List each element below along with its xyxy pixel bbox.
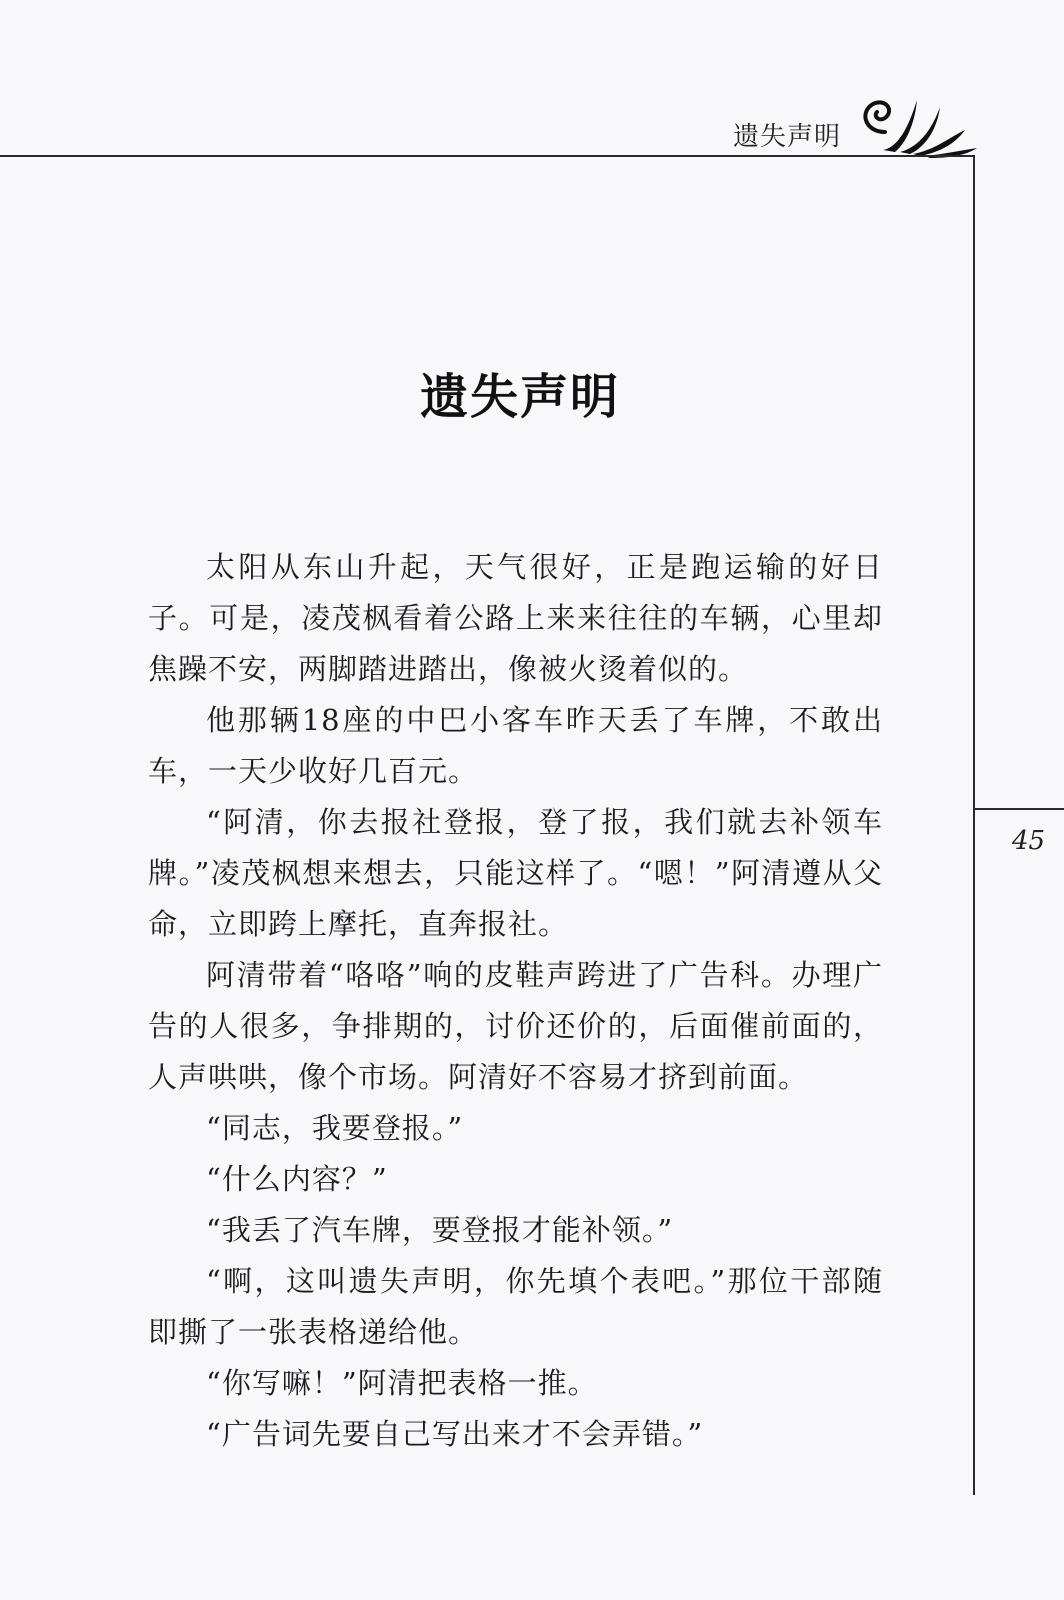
paragraph: 他那辆18座的中巴小客车昨天丢了车牌，不敢出车，一天少收好几百元。 xyxy=(148,703,883,788)
paragraph: “我丢了汽车牌，要登报才能补领。” xyxy=(206,1213,674,1247)
paragraph: 太阳从东山升起，天气很好，正是跑运输的好日子。可是，凌茂枫看着公路上来来往往的车辆，心里却焦躁不安，两脚踏进踏出，像被火烫着似的。 xyxy=(148,550,883,686)
chapter-title: 遗失声明 xyxy=(419,369,620,425)
paragraph: “广告词先要自己写出来才不会弄错。” xyxy=(206,1417,704,1451)
page-number: 45 xyxy=(1012,826,1046,856)
margin-rule xyxy=(973,155,975,1495)
paragraph: “阿清，你去报社登报，登了报，我们就去补领车牌。”凌茂枫想来想去，只能这样了。“嗯！”阿清遵从父命，立即跨上摩托，直奔报社。 xyxy=(148,805,883,941)
paragraph: “什么内容？” xyxy=(206,1162,388,1196)
page-number-rule xyxy=(973,808,1064,810)
flourish-ornament-icon xyxy=(855,92,980,162)
running-head: 遗失声明 xyxy=(733,122,842,152)
paragraph: “同志，我要登报。” xyxy=(206,1111,464,1145)
paragraph: “你写嘛！”阿清把表格一推。 xyxy=(206,1366,598,1400)
body-text xyxy=(148,542,883,1460)
header-rule xyxy=(0,155,975,157)
paragraph: “啊，这叫遗失声明，你先填个表吧。”那位干部随即撕了一张表格递给他。 xyxy=(148,1264,883,1349)
paragraph: 阿清带着“咯咯”响的皮鞋声跨进了广告科。办理广告的人很多，争排期的，讨价还价的，后面催前面的，人声哄哄，像个市场。阿清好不容易才挤到前面。 xyxy=(148,958,883,1094)
